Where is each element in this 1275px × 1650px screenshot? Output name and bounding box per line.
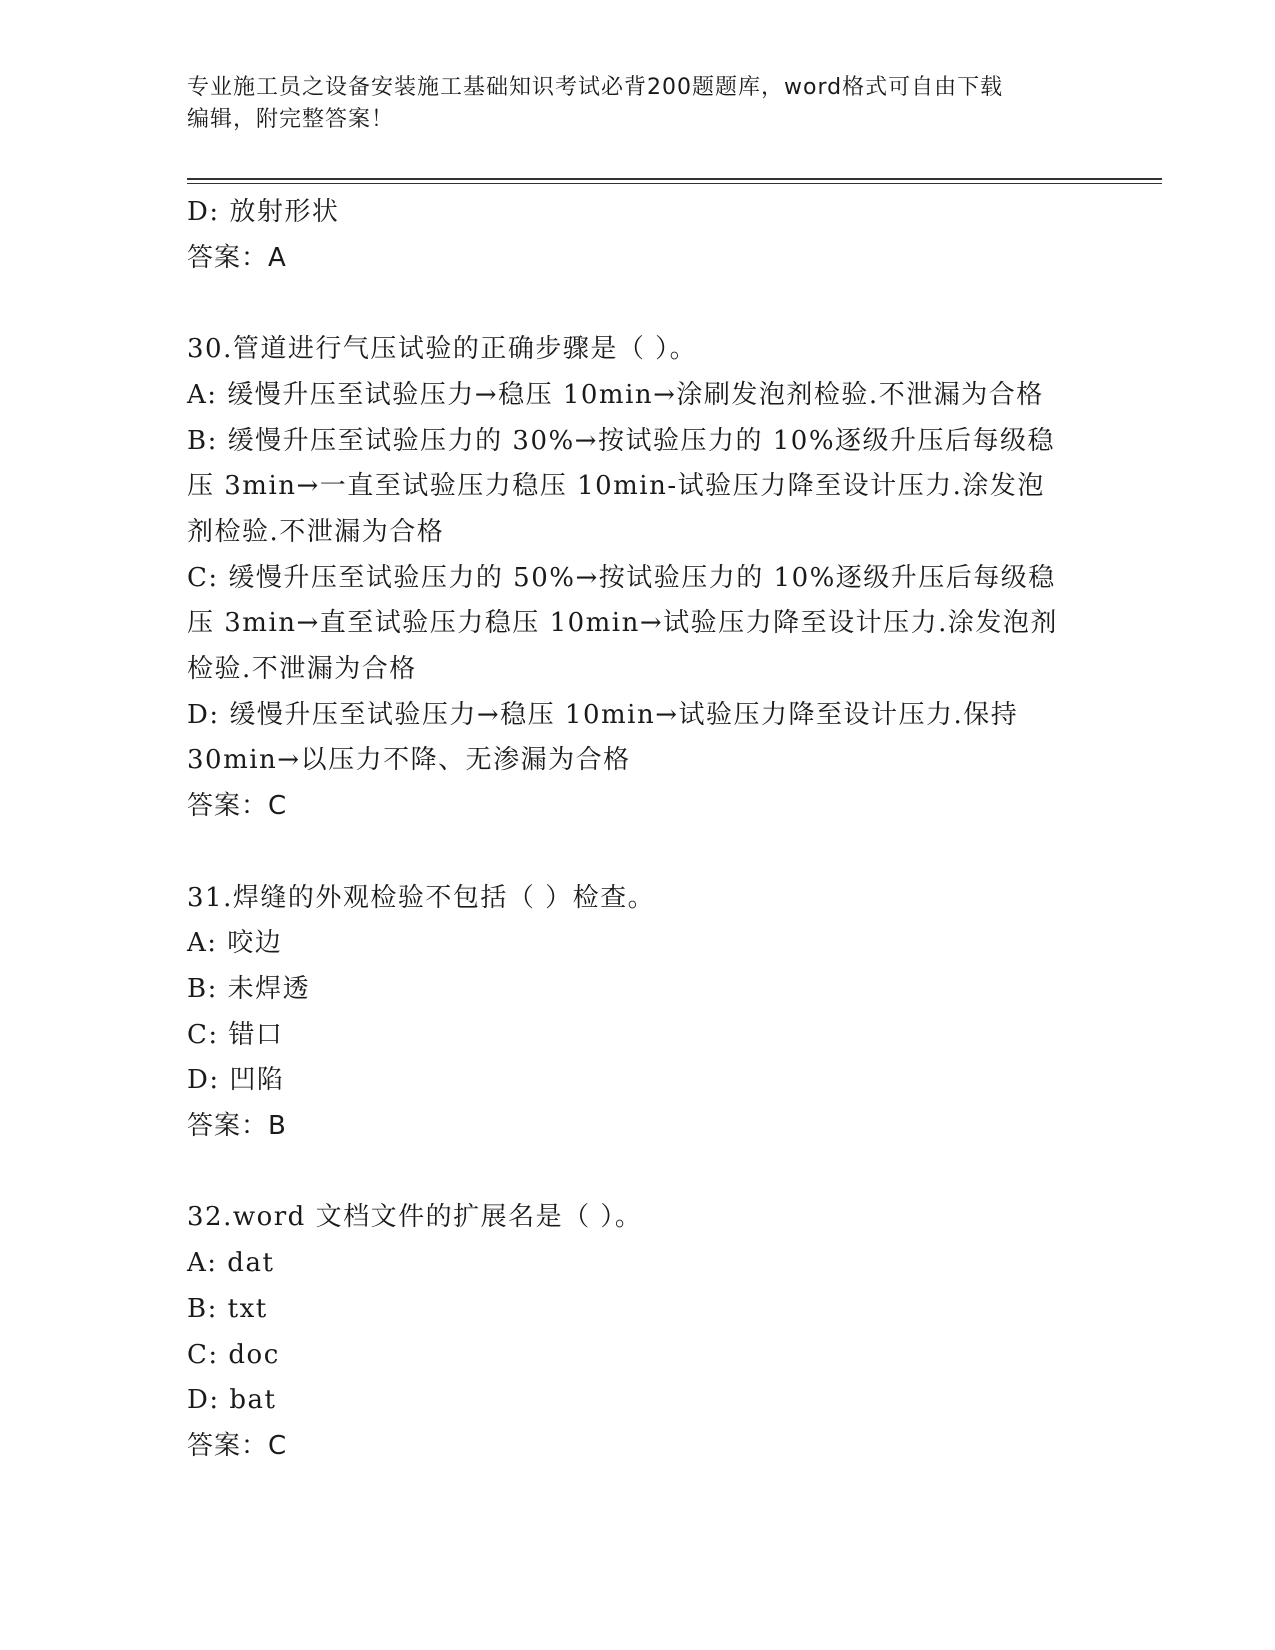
answer: 答案：A — [187, 242, 287, 273]
option-d: D: bat — [187, 1385, 277, 1416]
question-text: 32.word 文档文件的扩展名是（ ）。 — [187, 1202, 643, 1233]
spacer — [187, 1150, 1087, 1196]
option-d: D: 凹陷 — [187, 1065, 285, 1096]
option-b-line-3: 剂检验.不泄漏为合格 — [187, 516, 445, 547]
option-c: C: doc — [187, 1339, 280, 1370]
option-b: B: 未焊透 — [187, 973, 311, 1004]
option-d-line-1: D: 缓慢升压至试验压力→稳压 10min→试验压力降至设计压力.保持 — [187, 699, 1019, 730]
option-a: A: 咬边 — [187, 928, 283, 959]
option-d: D: 放射形状 — [187, 197, 340, 227]
question-32 — [187, 1195, 1087, 1469]
header-title-line-2: 编辑，附完整答案！ — [187, 107, 395, 132]
header-title-line-1: 专业施工员之设备安装施工基础知识考试必背200题题库，word格式可自由下载 — [187, 75, 1004, 100]
option-c: C: 错口 — [187, 1019, 284, 1050]
option-c-line-2: 压 3min→直至试验压力稳压 10min→试验压力降至设计压力.涂发泡剂 — [187, 608, 1058, 639]
answer: 答案：C — [187, 1430, 288, 1461]
option-c-line-1: C: 缓慢升压至试验压力的 50%→按试验压力的 10%逐级升压后每级稳 — [187, 562, 1056, 593]
spacer — [187, 830, 1087, 876]
option-a: A: 缓慢升压至试验压力→稳压 10min→涂刷发泡剂检验.不泄漏为合格 — [187, 379, 1044, 410]
option-d-line-2: 30min→以压力不降、无渗漏为合格 — [187, 745, 631, 776]
answer: 答案：B — [187, 1111, 287, 1142]
document-header — [187, 72, 1087, 136]
header-divider — [187, 178, 1162, 184]
option-b: B: txt — [187, 1293, 268, 1324]
question-text: 31.焊缝的外观检验不包括（ ）检查。 — [187, 882, 656, 913]
option-b-line-2: 压 3min→一直至试验压力稳压 10min-试验压力降至设计压力.涂发泡 — [187, 471, 1045, 502]
question-list — [187, 190, 1087, 1470]
option-b-line-1: B: 缓慢升压至试验压力的 30%→按试验压力的 10%逐级升压后每级稳 — [187, 425, 1056, 456]
question-29-tail — [187, 190, 1087, 281]
spacer — [187, 281, 1087, 327]
question-30 — [187, 327, 1087, 830]
question-31 — [187, 876, 1087, 1150]
question-text: 30.管道进行气压试验的正确步骤是（ ）。 — [187, 334, 698, 365]
option-a: A: dat — [187, 1248, 275, 1279]
option-c-line-3: 检验.不泄漏为合格 — [187, 654, 417, 685]
answer: 答案：C — [187, 791, 288, 822]
